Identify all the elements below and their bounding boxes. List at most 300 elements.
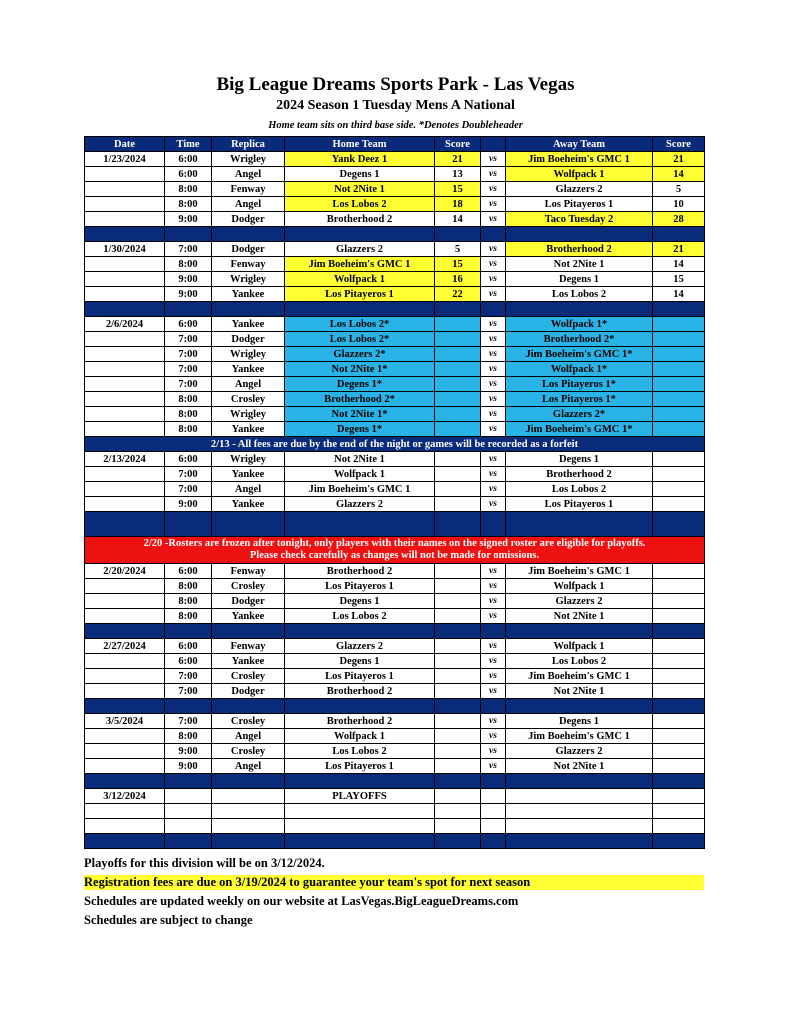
home-score-cell <box>435 564 481 579</box>
separator-cell <box>212 624 285 639</box>
away-team-cell <box>506 804 653 819</box>
game-row <box>85 182 705 197</box>
date-cell: 2/27/2024 <box>85 639 165 654</box>
home-score-cell <box>435 392 481 407</box>
separator-cell <box>506 302 653 317</box>
home-team-cell: Los Pitayeros 1 <box>285 579 435 594</box>
separator-cell <box>506 774 653 789</box>
vs-cell: vs <box>481 332 506 347</box>
separator-cell <box>85 624 165 639</box>
time-cell: 6:00 <box>165 152 212 167</box>
time-cell: 8:00 <box>165 729 212 744</box>
separator-cell <box>481 624 506 639</box>
game-row <box>85 482 705 497</box>
time-cell <box>165 819 212 834</box>
time-cell: 7:00 <box>165 347 212 362</box>
replica-cell: Angel <box>212 759 285 774</box>
away-team-cell: Glazzers 2* <box>506 407 653 422</box>
away-team-cell: Not 2Nite 1 <box>506 609 653 624</box>
game-row <box>85 579 705 594</box>
separator-row <box>85 227 705 242</box>
date-cell <box>85 182 165 197</box>
replica-cell: Fenway <box>212 639 285 654</box>
date-cell <box>85 759 165 774</box>
vs-cell: vs <box>481 579 506 594</box>
away-score-cell: 10 <box>653 197 705 212</box>
time-cell: 7:00 <box>165 242 212 257</box>
separator-cell <box>435 227 481 242</box>
home-team-cell: Los Lobos 2 <box>285 197 435 212</box>
notice-row <box>85 437 705 452</box>
away-team-cell: Los Pitayeros 1* <box>506 377 653 392</box>
home-team-cell: Jim Boeheim's GMC 1 <box>285 482 435 497</box>
away-team-cell: Jim Boeheim's GMC 1 <box>506 669 653 684</box>
time-cell: 7:00 <box>165 482 212 497</box>
home-score-cell <box>435 594 481 609</box>
home-team-cell: Los Lobos 2* <box>285 332 435 347</box>
replica-cell: Crosley <box>212 392 285 407</box>
vs-cell <box>481 804 506 819</box>
home-score-cell <box>435 317 481 332</box>
away-score-cell: 14 <box>653 167 705 182</box>
away-score-cell <box>653 422 705 437</box>
date-cell <box>85 272 165 287</box>
game-row <box>85 377 705 392</box>
away-score-cell <box>653 609 705 624</box>
separator-cell <box>285 774 435 789</box>
separator-cell <box>85 774 165 789</box>
date-cell: 1/30/2024 <box>85 242 165 257</box>
home-team-cell: Los Pitayeros 1 <box>285 287 435 302</box>
away-team-cell: Brotherhood 2 <box>506 467 653 482</box>
date-cell <box>85 257 165 272</box>
replica-cell <box>212 789 285 804</box>
home-team-cell: Los Lobos 2* <box>285 317 435 332</box>
game-row <box>85 362 705 377</box>
time-cell: 9:00 <box>165 759 212 774</box>
replica-cell: Yankee <box>212 287 285 302</box>
vs-cell: vs <box>481 467 506 482</box>
time-cell <box>165 804 212 819</box>
game-row <box>85 257 705 272</box>
away-team-cell: Not 2Nite 1 <box>506 257 653 272</box>
separator-cell <box>506 834 653 849</box>
separator-cell <box>481 227 506 242</box>
replica-cell: Yankee <box>212 422 285 437</box>
away-score-cell <box>653 684 705 699</box>
separator-cell <box>85 227 165 242</box>
separator-cell <box>165 699 212 714</box>
away-score-cell <box>653 482 705 497</box>
home-score-cell <box>435 639 481 654</box>
home-team-cell: Glazzers 2 <box>285 242 435 257</box>
date-cell <box>85 654 165 669</box>
footer-registration-note: Registration fees are due on 3/19/2024 to guarantee your team's spot for next season <box>84 875 704 890</box>
game-row <box>85 684 705 699</box>
vs-cell: vs <box>481 197 506 212</box>
replica-cell: Angel <box>212 197 285 212</box>
separator-row <box>85 774 705 789</box>
home-score-cell: 5 <box>435 242 481 257</box>
separator-cell <box>481 302 506 317</box>
home-score-cell <box>435 729 481 744</box>
vs-cell: vs <box>481 684 506 699</box>
home-team-cell: Brotherhood 2 <box>285 564 435 579</box>
time-cell: 6:00 <box>165 654 212 669</box>
date-cell: 3/12/2024 <box>85 789 165 804</box>
away-team-cell: Wolfpack 1 <box>506 579 653 594</box>
time-cell: 6:00 <box>165 167 212 182</box>
separator-cell <box>653 834 705 849</box>
separator-cell <box>212 512 285 537</box>
date-cell: 2/13/2024 <box>85 452 165 467</box>
replica-cell: Wrigley <box>212 347 285 362</box>
game-row <box>85 609 705 624</box>
away-team-cell: Taco Tuesday 2 <box>506 212 653 227</box>
separator-cell <box>506 512 653 537</box>
separator-cell <box>85 512 165 537</box>
date-cell: 2/20/2024 <box>85 564 165 579</box>
time-cell: 6:00 <box>165 452 212 467</box>
away-score-cell <box>653 564 705 579</box>
table-header-row <box>85 137 705 152</box>
vs-cell: vs <box>481 272 506 287</box>
replica-cell: Angel <box>212 482 285 497</box>
vs-cell: vs <box>481 744 506 759</box>
vs-cell: vs <box>481 594 506 609</box>
footer-subject-to-change: Schedules are subject to change <box>84 913 253 927</box>
time-cell: 7:00 <box>165 669 212 684</box>
time-cell: 8:00 <box>165 182 212 197</box>
home-team-cell: Yank Deez 1 <box>285 152 435 167</box>
home-score-cell <box>435 789 481 804</box>
game-row <box>85 714 705 729</box>
date-cell <box>85 392 165 407</box>
separator-row <box>85 834 705 849</box>
separator-row <box>85 302 705 317</box>
game-row <box>85 744 705 759</box>
time-cell: 7:00 <box>165 714 212 729</box>
home-score-cell: 15 <box>435 257 481 272</box>
replica-cell: Yankee <box>212 609 285 624</box>
footer-website-note: Schedules are updated weekly on our website at LasVegas.BigLeagueDreams.com <box>84 894 519 908</box>
separator-cell <box>435 774 481 789</box>
vs-cell <box>481 819 506 834</box>
date-cell <box>85 729 165 744</box>
separator-cell <box>435 512 481 537</box>
home-score-cell <box>435 819 481 834</box>
vs-cell: vs <box>481 714 506 729</box>
home-team-cell: Los Pitayeros 1 <box>285 669 435 684</box>
replica-cell <box>212 804 285 819</box>
home-team-cell: Wolfpack 1 <box>285 729 435 744</box>
game-row <box>85 819 705 834</box>
date-cell <box>85 467 165 482</box>
date-cell <box>85 377 165 392</box>
page-subtitle: 2024 Season 1 Tuesday Mens A National <box>276 98 515 113</box>
separator-cell <box>165 834 212 849</box>
home-score-cell <box>435 804 481 819</box>
separator-cell <box>653 774 705 789</box>
vs-cell: vs <box>481 362 506 377</box>
away-team-cell: Brotherhood 2 <box>506 242 653 257</box>
away-team-cell <box>506 819 653 834</box>
time-cell: 8:00 <box>165 257 212 272</box>
replica-cell: Crosley <box>212 579 285 594</box>
home-team-cell: Degens 1 <box>285 594 435 609</box>
date-cell: 3/5/2024 <box>85 714 165 729</box>
replica-cell: Dodger <box>212 242 285 257</box>
vs-cell: vs <box>481 182 506 197</box>
away-score-cell: 21 <box>653 242 705 257</box>
separator-cell <box>165 227 212 242</box>
vs-cell: vs <box>481 497 506 512</box>
date-cell <box>85 422 165 437</box>
home-score-cell <box>435 759 481 774</box>
home-score-cell <box>435 684 481 699</box>
home-score-cell <box>435 669 481 684</box>
home-team-cell: Los Pitayeros 1 <box>285 759 435 774</box>
away-score-cell <box>653 392 705 407</box>
away-team-cell: Los Lobos 2 <box>506 654 653 669</box>
col-header-home-score: Score <box>435 137 481 152</box>
away-score-cell <box>653 759 705 774</box>
away-score-cell: 14 <box>653 257 705 272</box>
away-score-cell <box>653 317 705 332</box>
vs-cell: vs <box>481 729 506 744</box>
away-score-cell <box>653 789 705 804</box>
replica-cell: Wrigley <box>212 272 285 287</box>
vs-cell: vs <box>481 377 506 392</box>
away-team-cell: Wolfpack 1 <box>506 167 653 182</box>
vs-cell: vs <box>481 564 506 579</box>
away-team-cell: Degens 1 <box>506 272 653 287</box>
col-header-time: Time <box>165 137 212 152</box>
date-cell <box>85 744 165 759</box>
date-cell <box>85 669 165 684</box>
time-cell <box>165 789 212 804</box>
separator-cell <box>285 227 435 242</box>
separator-cell <box>653 302 705 317</box>
home-score-cell <box>435 347 481 362</box>
away-score-cell <box>653 639 705 654</box>
home-team-cell: Degens 1 <box>285 654 435 669</box>
away-score-cell: 28 <box>653 212 705 227</box>
home-score-cell <box>435 744 481 759</box>
separator-cell <box>285 302 435 317</box>
date-cell <box>85 819 165 834</box>
away-score-cell: 5 <box>653 182 705 197</box>
separator-cell <box>481 699 506 714</box>
replica-cell: Fenway <box>212 257 285 272</box>
replica-cell: Angel <box>212 167 285 182</box>
separator-cell <box>85 834 165 849</box>
time-cell: 6:00 <box>165 564 212 579</box>
game-row <box>85 639 705 654</box>
col-header-replica: Replica <box>212 137 285 152</box>
game-row <box>85 287 705 302</box>
date-cell <box>85 287 165 302</box>
away-team-cell: Brotherhood 2* <box>506 332 653 347</box>
away-score-cell <box>653 332 705 347</box>
col-header-home-team: Home Team <box>285 137 435 152</box>
separator-cell <box>653 227 705 242</box>
game-row <box>85 152 705 167</box>
date-cell <box>85 594 165 609</box>
game-row <box>85 392 705 407</box>
separator-cell <box>285 624 435 639</box>
vs-cell: vs <box>481 287 506 302</box>
away-score-cell <box>653 497 705 512</box>
game-row <box>85 729 705 744</box>
away-score-cell <box>653 362 705 377</box>
replica-cell: Yankee <box>212 317 285 332</box>
away-team-cell <box>506 789 653 804</box>
time-cell: 6:00 <box>165 639 212 654</box>
alert-line: 2/20 -Rosters are frozen after tonight, only players with their names on the signed roster are eligible for playoffs. <box>143 538 646 549</box>
separator-cell <box>506 699 653 714</box>
away-team-cell: Los Lobos 2 <box>506 287 653 302</box>
home-score-cell <box>435 579 481 594</box>
separator-cell <box>481 774 506 789</box>
away-team-cell: Not 2Nite 1 <box>506 684 653 699</box>
date-cell <box>85 332 165 347</box>
game-row <box>85 332 705 347</box>
away-team-cell: Glazzers 2 <box>506 594 653 609</box>
home-score-cell <box>435 609 481 624</box>
separator-cell <box>285 699 435 714</box>
away-team-cell: Los Pitayeros 1* <box>506 392 653 407</box>
page-title: Big League Dreams Sports Park - Las Vegas <box>216 74 575 95</box>
game-row <box>85 407 705 422</box>
away-score-cell: 14 <box>653 287 705 302</box>
home-score-cell: 14 <box>435 212 481 227</box>
vs-cell: vs <box>481 392 506 407</box>
replica-cell: Dodger <box>212 684 285 699</box>
date-cell <box>85 684 165 699</box>
home-score-cell <box>435 467 481 482</box>
replica-cell: Wrigley <box>212 152 285 167</box>
replica-cell: Angel <box>212 729 285 744</box>
home-team-cell: Brotherhood 2 <box>285 714 435 729</box>
col-header-vs <box>481 137 506 152</box>
game-row <box>85 467 705 482</box>
separator-row <box>85 624 705 639</box>
time-cell: 8:00 <box>165 594 212 609</box>
date-cell <box>85 347 165 362</box>
date-cell <box>85 197 165 212</box>
time-cell: 7:00 <box>165 362 212 377</box>
game-row <box>85 789 705 804</box>
header-note: Home team sits on third base side. *Denotes Doubleheader <box>268 120 523 131</box>
game-row <box>85 242 705 257</box>
home-score-cell <box>435 377 481 392</box>
away-score-cell <box>653 714 705 729</box>
home-team-cell: Los Lobos 2 <box>285 744 435 759</box>
time-cell: 7:00 <box>165 684 212 699</box>
separator-cell <box>285 512 435 537</box>
home-score-cell <box>435 362 481 377</box>
vs-cell: vs <box>481 452 506 467</box>
separator-cell <box>653 624 705 639</box>
vs-cell <box>481 789 506 804</box>
away-score-cell <box>653 594 705 609</box>
vs-cell: vs <box>481 639 506 654</box>
col-header-away-score: Score <box>653 137 705 152</box>
separator-cell <box>481 834 506 849</box>
home-score-cell <box>435 482 481 497</box>
game-row <box>85 654 705 669</box>
home-score-cell <box>435 407 481 422</box>
vs-cell: vs <box>481 407 506 422</box>
notice-text: 2/13 - All fees are due by the end of the night or games will be recorded as a forfeit <box>85 437 705 452</box>
away-team-cell: Not 2Nite 1 <box>506 759 653 774</box>
vs-cell: vs <box>481 422 506 437</box>
separator-cell <box>212 227 285 242</box>
separator-cell <box>85 699 165 714</box>
away-team-cell: Jim Boeheim's GMC 1 <box>506 564 653 579</box>
time-cell: 9:00 <box>165 287 212 302</box>
away-team-cell: Jim Boeheim's GMC 1* <box>506 347 653 362</box>
game-row <box>85 347 705 362</box>
vs-cell: vs <box>481 759 506 774</box>
away-score-cell <box>653 669 705 684</box>
home-team-cell: Degens 1* <box>285 377 435 392</box>
away-team-cell: Wolfpack 1* <box>506 362 653 377</box>
away-score-cell <box>653 467 705 482</box>
separator-cell <box>285 834 435 849</box>
away-team-cell: Jim Boeheim's GMC 1 <box>506 152 653 167</box>
home-team-cell: Not 2Nite 1 <box>285 452 435 467</box>
replica-cell: Yankee <box>212 497 285 512</box>
home-team-cell: Degens 1 <box>285 167 435 182</box>
home-team-cell: Wolfpack 1 <box>285 467 435 482</box>
away-team-cell: Degens 1 <box>506 714 653 729</box>
home-score-cell <box>435 497 481 512</box>
time-cell: 8:00 <box>165 407 212 422</box>
time-cell: 7:00 <box>165 467 212 482</box>
separator-cell <box>165 302 212 317</box>
replica-cell: Angel <box>212 377 285 392</box>
home-score-cell: 21 <box>435 152 481 167</box>
date-cell: 1/23/2024 <box>85 152 165 167</box>
alert-cell <box>85 537 705 564</box>
col-header-date: Date <box>85 137 165 152</box>
vs-cell: vs <box>481 152 506 167</box>
separator-cell <box>435 699 481 714</box>
away-score-cell <box>653 654 705 669</box>
game-row <box>85 804 705 819</box>
home-score-cell <box>435 452 481 467</box>
vs-cell: vs <box>481 669 506 684</box>
away-team-cell: Los Pitayeros 1 <box>506 197 653 212</box>
away-score-cell: 15 <box>653 272 705 287</box>
home-team-cell: Jim Boeheim's GMC 1 <box>285 257 435 272</box>
vs-cell: vs <box>481 242 506 257</box>
time-cell: 7:00 <box>165 377 212 392</box>
away-score-cell <box>653 804 705 819</box>
home-score-cell <box>435 654 481 669</box>
separator-cell <box>165 512 212 537</box>
away-score-cell <box>653 729 705 744</box>
home-team-cell: Not 2Nite 1 <box>285 182 435 197</box>
away-score-cell <box>653 579 705 594</box>
away-score-cell <box>653 744 705 759</box>
time-cell: 9:00 <box>165 272 212 287</box>
home-score-cell <box>435 332 481 347</box>
time-cell: 8:00 <box>165 579 212 594</box>
replica-cell: Crosley <box>212 714 285 729</box>
